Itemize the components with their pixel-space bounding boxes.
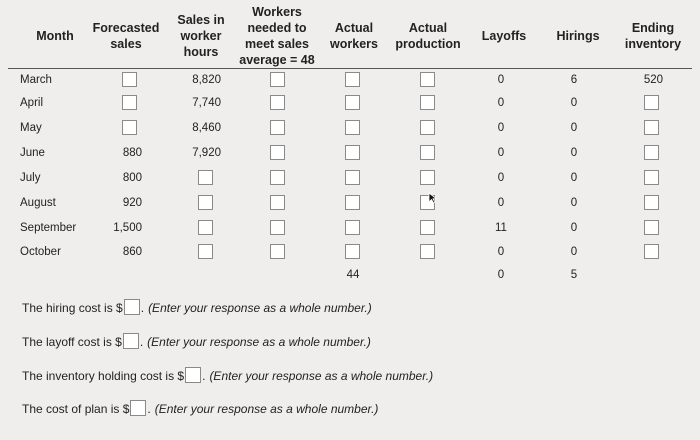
layoffs-value: 0 bbox=[497, 97, 505, 109]
forecast-value: 800 bbox=[122, 172, 142, 184]
header-actual-workers-line1: Actual bbox=[334, 21, 374, 35]
header-sales-hours-line1: Sales in bbox=[177, 13, 225, 27]
actual-workers-input[interactable] bbox=[345, 72, 360, 87]
hirings-value: 0 bbox=[570, 197, 578, 209]
hirings-value: 0 bbox=[570, 246, 578, 258]
header-workers-needed-line1: Workers bbox=[252, 5, 302, 19]
header-sales-hours-line3: hours bbox=[183, 45, 219, 59]
hiring-cost-label: The hiring cost is $ bbox=[22, 301, 123, 315]
workers-needed-input[interactable] bbox=[270, 72, 285, 87]
sales-hours-value: 7,920 bbox=[192, 147, 221, 159]
layoff-cost-period: . bbox=[139, 335, 144, 349]
hirings-value: 6 bbox=[570, 74, 578, 86]
actual-production-input[interactable] bbox=[420, 72, 435, 87]
plan-cost-label: The cost of plan is $ bbox=[22, 402, 130, 416]
header-actual-workers-line2: workers bbox=[330, 37, 378, 51]
header-workers-needed-line3: meet sales bbox=[245, 37, 309, 51]
forecast-input[interactable] bbox=[122, 95, 137, 110]
ending-inventory-input[interactable] bbox=[644, 195, 659, 210]
header-forecasted-sales bbox=[90, 20, 162, 52]
header-ending-inventory bbox=[620, 20, 686, 52]
header-sales-worker-hours bbox=[172, 12, 230, 60]
forecast-input[interactable] bbox=[122, 72, 137, 87]
workers-needed-input[interactable] bbox=[270, 170, 285, 185]
layoff-cost-input[interactable] bbox=[123, 333, 139, 349]
forecast-value: 880 bbox=[122, 147, 142, 159]
total-actual-workers: 44 bbox=[346, 269, 360, 281]
actual-production-input[interactable] bbox=[420, 145, 435, 160]
plan-cost-hint: (Enter your response as a whole number.) bbox=[154, 402, 379, 416]
ending-inventory-input[interactable] bbox=[644, 244, 659, 259]
header-month: Month bbox=[36, 29, 74, 43]
forecast-value: 860 bbox=[122, 246, 142, 258]
sales-hours-input[interactable] bbox=[198, 220, 213, 235]
layoff-cost-hint: (Enter your response as a whole number.) bbox=[147, 335, 371, 349]
inventory-cost-period: . bbox=[202, 369, 206, 383]
header-sales-hours-line2: worker bbox=[180, 29, 222, 43]
header-workers-needed-line4: average = 48 bbox=[239, 53, 315, 67]
actual-production-input[interactable] bbox=[420, 220, 435, 235]
mouse-pointer-icon bbox=[428, 192, 438, 204]
hiring-cost-question bbox=[22, 299, 372, 316]
row-month: July bbox=[20, 172, 41, 184]
inventory-cost-label: The inventory holding cost is $ bbox=[22, 369, 185, 383]
layoff-cost-label: The layoff cost is $ bbox=[22, 335, 122, 349]
ending-inventory-input[interactable] bbox=[644, 170, 659, 185]
actual-production-input[interactable] bbox=[420, 95, 435, 110]
workers-needed-input[interactable] bbox=[270, 244, 285, 259]
forecast-value: 1,500 bbox=[113, 222, 142, 234]
workers-needed-input[interactable] bbox=[270, 220, 285, 235]
hirings-value: 0 bbox=[570, 147, 578, 159]
total-layoffs: 0 bbox=[497, 269, 505, 281]
actual-workers-input[interactable] bbox=[345, 244, 360, 259]
ending-inventory-value: 520 bbox=[643, 74, 663, 86]
plan-cost-period: . bbox=[147, 402, 151, 416]
plan-cost-question bbox=[22, 400, 378, 417]
forecast-value: 920 bbox=[122, 197, 142, 209]
hiring-cost-hint: (Enter your response as a whole number.) bbox=[148, 301, 372, 315]
row-month: March bbox=[20, 74, 52, 86]
layoff-cost-question bbox=[22, 333, 371, 350]
actual-workers-input[interactable] bbox=[345, 95, 360, 110]
header-workers-needed-line2: needed to bbox=[247, 21, 307, 35]
actual-workers-input[interactable] bbox=[345, 220, 360, 235]
sales-hours-value: 8,820 bbox=[192, 74, 221, 86]
hirings-value: 0 bbox=[570, 222, 578, 234]
layoffs-value: 0 bbox=[497, 246, 505, 258]
actual-workers-input[interactable] bbox=[345, 120, 360, 135]
workers-needed-input[interactable] bbox=[270, 95, 285, 110]
layoffs-value: 0 bbox=[497, 172, 505, 184]
hirings-value: 0 bbox=[570, 97, 578, 109]
row-month: August bbox=[20, 197, 56, 209]
layoffs-value: 0 bbox=[497, 122, 505, 134]
actual-workers-input[interactable] bbox=[345, 170, 360, 185]
workers-needed-input[interactable] bbox=[270, 120, 285, 135]
sales-hours-input[interactable] bbox=[198, 244, 213, 259]
layoffs-value: 0 bbox=[497, 74, 505, 86]
header-divider bbox=[8, 68, 692, 69]
row-month: October bbox=[20, 246, 61, 258]
sales-hours-value: 8,460 bbox=[192, 122, 221, 134]
header-actual-production bbox=[392, 20, 464, 52]
sales-hours-value: 7,740 bbox=[192, 97, 221, 109]
hiring-cost-period: . bbox=[140, 301, 145, 315]
layoffs-value: 0 bbox=[497, 197, 505, 209]
row-month: June bbox=[20, 147, 45, 159]
sales-hours-input[interactable] bbox=[198, 170, 213, 185]
total-hirings: 5 bbox=[570, 269, 578, 281]
hirings-value: 0 bbox=[570, 122, 578, 134]
layoffs-value: 0 bbox=[497, 147, 505, 159]
header-forecasted-sales-line2: sales bbox=[110, 37, 142, 51]
ending-inventory-input[interactable] bbox=[644, 95, 659, 110]
actual-production-input[interactable] bbox=[420, 120, 435, 135]
row-month: May bbox=[20, 122, 42, 134]
header-actual-production-line2: production bbox=[395, 37, 461, 51]
header-forecasted-sales-line1: Forecasted bbox=[92, 21, 160, 35]
header-actual-workers bbox=[326, 20, 382, 52]
actual-workers-input[interactable] bbox=[345, 195, 360, 210]
header-ending-inventory-line2: inventory bbox=[624, 37, 682, 51]
ending-inventory-input[interactable] bbox=[644, 145, 659, 160]
header-ending-inventory-line1: Ending bbox=[631, 21, 675, 35]
inventory-cost-question bbox=[22, 367, 433, 384]
header-workers-needed bbox=[232, 4, 322, 68]
hirings-value: 0 bbox=[570, 172, 578, 184]
actual-production-input[interactable] bbox=[420, 244, 435, 259]
actual-workers-input[interactable] bbox=[345, 145, 360, 160]
inventory-cost-hint: (Enter your response as a whole number.) bbox=[209, 369, 434, 383]
header-actual-production-line1: Actual bbox=[408, 21, 448, 35]
ending-inventory-input[interactable] bbox=[644, 220, 659, 235]
inventory-cost-input[interactable] bbox=[185, 367, 201, 383]
forecast-input[interactable] bbox=[122, 120, 137, 135]
layoffs-value: 11 bbox=[495, 222, 507, 234]
hiring-cost-input[interactable] bbox=[124, 299, 140, 315]
header-layoffs: Layoffs bbox=[481, 29, 527, 43]
plan-cost-input[interactable] bbox=[130, 400, 146, 416]
actual-production-input[interactable] bbox=[420, 170, 435, 185]
workers-needed-input[interactable] bbox=[270, 195, 285, 210]
row-month: September bbox=[20, 222, 77, 234]
row-month: April bbox=[20, 97, 44, 109]
ending-inventory-input[interactable] bbox=[644, 120, 659, 135]
workers-needed-input[interactable] bbox=[270, 145, 285, 160]
header-hirings: Hirings bbox=[556, 29, 600, 43]
sales-hours-input[interactable] bbox=[198, 195, 213, 210]
